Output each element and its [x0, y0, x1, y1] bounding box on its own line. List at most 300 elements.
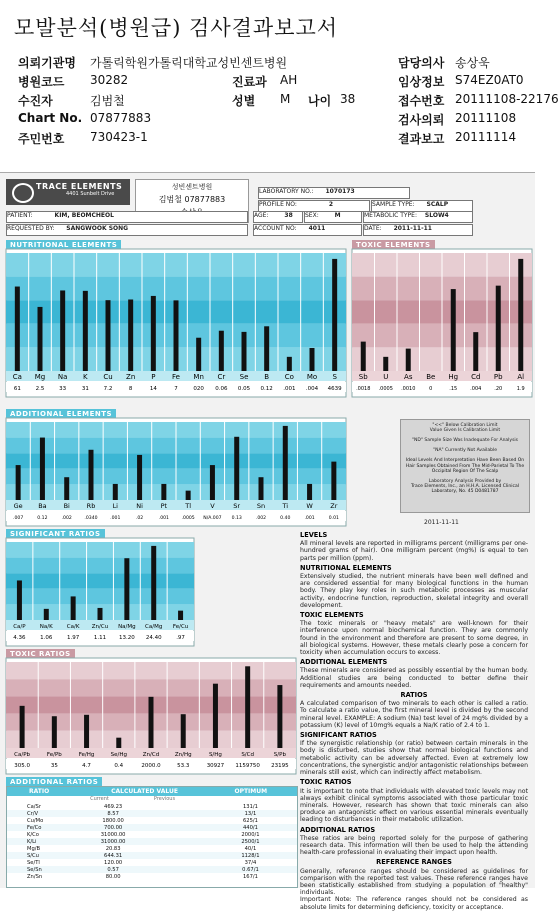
- field-label: DATE:: [364, 225, 382, 232]
- data-label: 1159750: [235, 763, 260, 769]
- data-label: 0.13: [231, 516, 242, 521]
- tick-label: Zn/Cu: [91, 624, 109, 630]
- tick-label: Pt: [160, 502, 168, 510]
- header-key: 결과보고: [398, 132, 445, 146]
- tick-label: Ca/P: [13, 624, 26, 630]
- bar: [40, 438, 45, 500]
- bar: [151, 296, 156, 371]
- ratio-optimum: 131/1: [242, 803, 258, 810]
- ratio-optimum: 2000/1: [241, 831, 260, 838]
- tick-label: Be: [426, 373, 436, 381]
- scanned-report: [0, 172, 535, 911]
- data-label: 0.12: [37, 516, 48, 521]
- header-key: 담당의사: [398, 56, 445, 70]
- data-label: .0018: [356, 386, 371, 392]
- data-label: 14: [149, 386, 157, 392]
- data-label: .001: [304, 516, 315, 521]
- header-key: 주민번호: [18, 132, 65, 146]
- bar: [20, 706, 25, 748]
- tick-label: Bi: [63, 502, 70, 510]
- field-label: AGE:: [254, 212, 269, 219]
- additional-elements-chart: [6, 418, 346, 526]
- data-label: 2.5: [35, 386, 45, 392]
- bar: [83, 291, 88, 371]
- bar: [473, 332, 478, 371]
- bar: [264, 326, 269, 371]
- bar: [219, 331, 224, 371]
- print-date: 2011-11-11: [424, 519, 459, 526]
- tick-label: Ca/Mg: [145, 624, 163, 630]
- section-header: TOXIC RATIOS: [6, 649, 75, 659]
- chart-band: [6, 542, 194, 558]
- header-value: 20111108: [455, 111, 517, 125]
- explanation-heading: LEVELS: [300, 531, 328, 539]
- bar: [181, 714, 186, 748]
- tick-label: As: [404, 373, 413, 381]
- table-row: [7, 852, 297, 859]
- explanation-body: These ratios are being reported solely for the purpose of gathering research data. This information will then be used to help the attending health-care professional in evaluating their impact upon health.: [300, 834, 528, 857]
- data-label: 61: [13, 386, 21, 392]
- ratio-ratio: Zn/Sn: [27, 873, 43, 880]
- ratio-current: 8.57: [107, 810, 119, 817]
- data-label: .002: [255, 516, 267, 521]
- tick-label: Tl: [185, 502, 192, 510]
- data-label: .001: [110, 516, 121, 521]
- header-value: AH: [280, 73, 298, 87]
- bar: [84, 715, 89, 748]
- bar: [174, 300, 179, 371]
- legend-line: Value Given Is Calibration Limit: [429, 428, 501, 433]
- bar: [383, 357, 388, 371]
- tick-label: Se/Hg: [110, 752, 127, 758]
- tick-label: S/Hg: [208, 752, 222, 758]
- tick-label: Hg: [448, 373, 459, 381]
- significant-ratios-chart: [6, 538, 194, 646]
- table-row: [7, 803, 297, 810]
- tick-label: Na/K: [39, 624, 53, 630]
- table-row: [7, 817, 297, 824]
- bar: [277, 685, 282, 748]
- tick-label: Sb: [358, 373, 368, 381]
- header-key: 나이: [308, 94, 332, 108]
- data-label: 13.20: [118, 635, 135, 641]
- bar: [406, 349, 411, 371]
- header-key: 진료과: [232, 75, 267, 89]
- tick-label: Sn: [256, 502, 266, 510]
- additional-ratios-table: [6, 786, 298, 888]
- ratio-current: 0.57: [107, 866, 119, 873]
- nutritional-elements-chart: [6, 249, 346, 397]
- tick-label: Zn/Cd: [142, 752, 160, 758]
- header-key: Chart No.: [18, 111, 83, 125]
- bar: [137, 455, 142, 500]
- ratio-current: 469.23: [104, 803, 123, 810]
- data-label: .001: [158, 516, 169, 521]
- bar: [213, 684, 218, 748]
- header-value: 20111108-22176: [455, 92, 559, 106]
- data-label: .02: [135, 516, 144, 521]
- ratio-optimum: 37/4: [244, 859, 257, 866]
- explanation-heading: SIGNIFICANT RATIOS: [300, 731, 377, 740]
- column-subheader: Previous: [153, 796, 176, 802]
- logo-text: TRACE ELEMENTS: [36, 182, 123, 191]
- tick-label: Na: [57, 373, 68, 381]
- bar: [332, 259, 337, 371]
- table-row: [7, 873, 297, 880]
- section-header: SIGNIFICANT RATIOS: [6, 529, 105, 539]
- ratio-ratio: Mg/B: [27, 845, 41, 852]
- data-label: 7.2: [103, 386, 113, 392]
- bar: [451, 289, 456, 371]
- header-value: 가톨릭학원가톨릭대학교성빈센트병원: [90, 56, 288, 70]
- explanation-heading: TOXIC ELEMENTS: [300, 611, 364, 620]
- report-title: 모발분석(병원급) 검사결과보고서: [14, 16, 339, 40]
- explanation-body: These minerals are considered as possibly essential by the human body. Additional studies are being conducted to better define their requirements and amounts needed.: [300, 667, 528, 689]
- ratio-ratio: S/Cu: [27, 852, 39, 859]
- data-label: 0.40: [280, 516, 291, 521]
- explanation-heading: ADDITIONAL ELEMENTS: [300, 658, 388, 667]
- header-key: 수진자: [18, 94, 53, 108]
- field-label: LABORATORY NO.:: [259, 188, 314, 195]
- tick-label: S/Cd: [241, 752, 255, 758]
- ratio-current: 120.00: [104, 859, 123, 866]
- bar: [64, 477, 69, 500]
- data-label: 1.06: [40, 635, 53, 641]
- legend-box: [400, 419, 530, 513]
- data-label: .15: [449, 386, 458, 392]
- sample-type: SCALP: [426, 201, 449, 208]
- data-label: 23195: [271, 763, 289, 769]
- ratio-optimum: 0.67/1: [242, 866, 259, 873]
- explanation-body: The toxic minerals or "heavy metals" are well-known for their interference upon normal biochemical function. They are commonly found in the environment and therefore are present to some degree, in all biological systems. However, these metals clearly pose a concern for toxicity when accumulation occurs to excess.: [300, 620, 528, 657]
- ratio-current: 20.83: [105, 845, 121, 852]
- header-value: 20111114: [455, 130, 517, 144]
- lab-number: 1070173: [325, 188, 355, 195]
- bar: [149, 697, 154, 748]
- bar: [38, 307, 43, 371]
- ratio-current: 80.00: [105, 873, 121, 880]
- data-label: 8: [128, 386, 133, 392]
- bar: [113, 484, 118, 500]
- tick-label: Ba: [38, 502, 47, 510]
- tick-label: Fe: [172, 373, 180, 381]
- chart-band: [6, 277, 346, 301]
- header-value: S74EZ0AT0: [455, 73, 524, 87]
- bar: [310, 348, 315, 371]
- bar: [151, 546, 156, 620]
- data-label: 53.3: [177, 763, 190, 769]
- bar: [518, 259, 523, 371]
- tick-label: Sr: [233, 502, 241, 510]
- section-header: ADDITIONAL ELEMENTS: [6, 409, 116, 419]
- bar: [16, 465, 21, 500]
- explanation-heading: TOXIC RATIOS: [300, 778, 352, 787]
- chart-band: [6, 253, 346, 277]
- tick-label: Li: [112, 502, 119, 510]
- tick-label: Mo: [306, 373, 318, 381]
- ratio-optimum: 167/1: [242, 873, 258, 880]
- data-label: .002: [61, 516, 72, 521]
- data-label: .0005: [378, 386, 393, 392]
- data-label: 2000.0: [141, 763, 161, 769]
- table-row: [7, 845, 297, 852]
- tick-label: S: [332, 373, 337, 381]
- column-header: CALCULATED VALUE: [111, 788, 178, 795]
- header-key: 임상정보: [398, 75, 445, 89]
- legend-line: Laboratory Analysis Provided by: [428, 478, 502, 484]
- explanation-heading: RATIOS: [400, 691, 428, 700]
- ratio-ratio: Ca/Sr: [27, 803, 41, 810]
- column-header: OPTIMUM: [234, 788, 268, 795]
- header-key: 성별: [232, 94, 256, 108]
- ratio-ratio: Cu/Mo: [27, 817, 44, 824]
- header-value: 김범철: [90, 94, 125, 108]
- bar: [178, 611, 183, 620]
- legend-line: Ideal Levels And Interpretation Have Been Based On Hair Samples Obtained From The Mid-Parietal To The Occipital Region Of The Scalp: [405, 458, 525, 474]
- bar: [210, 465, 215, 500]
- data-label: .0005: [181, 516, 195, 521]
- tick-label: Na/Mg: [118, 624, 136, 630]
- bar: [44, 609, 49, 620]
- bar: [307, 484, 312, 500]
- explanation-body: Extensively studied, the nutrient minerals have been well defined and are considered essential for many biological functions in the human body. They play key roles in such metabolic processes as muscular activity, endocrine function, reproduction, skeletal integrity and overall development.: [300, 573, 528, 609]
- data-label: .004: [470, 386, 482, 392]
- tick-label: K: [83, 373, 88, 381]
- section-header: NUTRITIONAL ELEMENTS: [6, 240, 121, 250]
- logo-icon: [12, 183, 34, 203]
- data-label: 4.7: [82, 763, 91, 769]
- tick-label: Ca: [12, 373, 22, 381]
- header-value: 730423-1: [90, 130, 148, 144]
- header-value: 송상욱: [455, 56, 490, 70]
- header-key: 의뢰기관명: [18, 56, 76, 70]
- data-label: 1.97: [67, 635, 80, 641]
- data-label: 35: [50, 763, 58, 769]
- logo-subtext: 4401 Sunbelt Drive: [66, 191, 115, 197]
- ratio-current: 700.00: [104, 824, 123, 831]
- explanation-body: It is important to note that individuals with elevated toxic levels may not always exhibit clinical symptoms associated with those particular toxic minerals. However, research has shown that toxic minerals can also produce an antagonistic effect on various essential minerals eventually leading to disturbances in their metabolic utilization.: [300, 787, 528, 824]
- data-label: N/A.007: [203, 516, 222, 521]
- sticker-line: 김범철 07877883: [158, 195, 226, 204]
- bar: [283, 426, 288, 500]
- toxic-elements-chart: [352, 249, 532, 397]
- field-label: SEX:: [305, 212, 319, 219]
- tick-label: S/Pb: [273, 752, 286, 758]
- tick-label: Cu: [103, 373, 113, 381]
- data-label: 1.11: [93, 635, 107, 641]
- tick-label: Ge: [13, 502, 23, 510]
- field-label: ACCOUNT NO:: [254, 225, 297, 232]
- bar: [245, 666, 250, 748]
- chart-band: [6, 558, 194, 574]
- tick-label: Mn: [193, 373, 204, 381]
- profile-number: 2: [328, 201, 334, 208]
- tick-label: P: [151, 373, 156, 381]
- section-header: ADDITIONAL RATIOS: [6, 777, 102, 787]
- tick-label: Fe/Pb: [46, 752, 62, 758]
- patient-name: KIM, BEOMCHEOL: [54, 212, 114, 219]
- ratio-current: 1800.00: [102, 817, 124, 824]
- data-label: 4.36: [13, 635, 26, 641]
- data-label: .97: [176, 635, 185, 641]
- legend-line: Trace Elements, Inc., an H.H.A. Licensed Clinical Laboratory, No. 45 D0481787: [411, 483, 519, 494]
- explanation-body: Important Note: The reference ranges should not be considered as absolute limits for determining deficiency, toxicity or acceptance.: [300, 896, 528, 911]
- ratio-current: 31000.00: [100, 831, 126, 838]
- tick-label: Ca/K: [66, 624, 80, 630]
- data-label: 24.40: [145, 635, 162, 641]
- data-label: 0.05: [237, 386, 251, 392]
- ratio-current: 31000.00: [100, 838, 126, 845]
- explanation-heading: ADDITIONAL RATIOS: [300, 825, 376, 834]
- ratio-ratio: Se/Sn: [27, 866, 42, 873]
- tick-label: Fe/Hg: [78, 752, 95, 758]
- explanation-text: [300, 529, 528, 911]
- bar: [331, 462, 336, 500]
- bar: [259, 477, 264, 500]
- field-label: REQUESTED BY:: [7, 225, 55, 232]
- header-key: 검사의뢰: [398, 113, 445, 127]
- table-row: [7, 859, 297, 866]
- ratio-optimum: 440/1: [242, 824, 258, 831]
- column-subheader: Current: [90, 796, 109, 802]
- bar: [196, 338, 201, 371]
- data-label: 0.4: [114, 763, 124, 769]
- bar: [116, 738, 121, 748]
- field-label: PROFILE NO:: [259, 201, 297, 208]
- bar: [106, 300, 111, 371]
- bar: [234, 437, 239, 500]
- bar: [496, 286, 501, 371]
- data-label: 4639: [327, 386, 342, 392]
- data-label: .20: [494, 386, 503, 392]
- bar: [71, 596, 76, 620]
- explanation-body: All mineral levels are reported in milligrams percent (milligrams per one-hundred grams of hair). One milligram percent (mg%) is equal to ten parts per million (ppm).: [300, 540, 528, 562]
- table-row: [7, 866, 297, 873]
- bar: [128, 299, 133, 371]
- field-label: METABOLIC TYPE:: [364, 212, 417, 219]
- tick-label: B: [264, 373, 270, 381]
- data-label: 0.06: [215, 386, 228, 392]
- tick-label: Mg: [34, 373, 46, 381]
- section-header: TOXIC ELEMENTS: [352, 240, 435, 250]
- tick-label: Pb: [493, 373, 503, 381]
- tick-label: Cr: [217, 373, 226, 381]
- bar: [98, 608, 103, 620]
- legend-line: "<<" Below Calibration Limit: [432, 423, 498, 428]
- ratio-ratio: K/Co: [27, 831, 39, 838]
- header-value: M: [280, 92, 291, 106]
- ratio-optimum: 40/1: [244, 845, 257, 852]
- tick-label: Se: [239, 373, 249, 381]
- data-label: 0: [429, 386, 433, 392]
- ratio-rows: [7, 803, 297, 880]
- tick-label: Zn/Hg: [174, 752, 192, 758]
- ratio-ratio: K/Li: [27, 838, 37, 845]
- tick-label: Zr: [330, 502, 338, 510]
- data-label: .001: [283, 386, 296, 392]
- data-label: 0.01: [328, 516, 339, 521]
- explanation-body: A calculated comparison of two minerals to each other is called a ratio. To calculate a ratio value, the first mineral level is divided by the second mineral level. EXAMPLE: A sodium (Na) test level of 24 mg% divided by a potassium (K) level of 10mg% equals a Na/K ratio of 2.4 to 1.: [300, 700, 528, 729]
- data-label: 305.0: [14, 763, 30, 769]
- header-value: 07877883: [90, 111, 152, 125]
- ratio-ratio: Se/Tl: [27, 859, 40, 866]
- patient-age: 38: [284, 212, 293, 219]
- ratio-optimum: 13/1: [244, 810, 257, 817]
- sticker-line: 성빈센트병원: [171, 183, 213, 191]
- data-label: .0340: [84, 516, 98, 521]
- bar: [242, 332, 247, 371]
- tick-label: V: [210, 502, 215, 510]
- bar: [361, 342, 366, 371]
- tick-label: Rb: [86, 502, 96, 510]
- bar: [287, 357, 292, 371]
- bar: [89, 450, 94, 500]
- data-label: .007: [13, 516, 24, 521]
- data-label: 31: [81, 386, 89, 392]
- header-info: [18, 54, 559, 149]
- chart-band: [6, 662, 296, 679]
- data-label: 30927: [206, 763, 225, 769]
- tick-label: Zn: [126, 373, 136, 381]
- legend-line: "ND" Sample Size Was Inadequate For Analysis: [411, 438, 519, 443]
- ratio-optimum: 625/1: [242, 817, 258, 824]
- ratio-ratio: Fe/Co: [27, 824, 42, 831]
- chart-band: [6, 573, 194, 589]
- data-label: 33: [59, 386, 67, 392]
- data-label: 0.12: [260, 386, 273, 392]
- tick-label: Cd: [471, 373, 481, 381]
- data-label: 7: [174, 386, 178, 392]
- toxic-ratios-chart: [6, 658, 296, 774]
- field-label: PATIENT:: [7, 212, 33, 219]
- explanation-body: If the synergistic relationship (or ratio) between certain minerals in the body is disturbed, studies show that normal biological functions and metabolic activity can be adversely affected. Even at extremely low concentrations, the synergistic and/or antagonistic relationships between minerals still exist, which can indirectly affect metabolism.: [300, 740, 528, 777]
- tick-label: Ca/Pb: [14, 752, 31, 758]
- requested-by: SANGWOOK SONG: [66, 225, 129, 232]
- bar: [124, 558, 129, 620]
- report-date: 2011-11-11: [393, 225, 432, 232]
- explanation-heading: NUTRITIONAL ELEMENTS: [300, 563, 392, 572]
- chart-band: [6, 679, 296, 696]
- data-label: .004: [305, 386, 319, 392]
- column-header: RATIO: [29, 788, 50, 795]
- ratio-optimum: 2500/1: [241, 838, 260, 845]
- tick-label: Ni: [136, 502, 143, 510]
- explanation-heading: REFERENCE RANGES: [376, 858, 452, 867]
- explanation-body: Generally, reference ranges should be considered as guidelines for comparison with the reported test values. These reference ranges have been statistically established from studying a population of "healthy" individuals.: [300, 867, 528, 897]
- ratio-ratio: Cr/V: [27, 810, 39, 817]
- bar: [186, 491, 191, 500]
- table-row: [7, 831, 297, 838]
- bar: [60, 290, 65, 371]
- account-number: 4011: [308, 225, 326, 232]
- patient-sex: M: [334, 212, 341, 219]
- tick-label: Ti: [282, 502, 289, 510]
- ratio-optimum: 1128/1: [241, 852, 260, 859]
- header-key: 병원코드: [18, 75, 65, 89]
- bar: [17, 580, 22, 620]
- header-value: 30282: [90, 73, 129, 87]
- metabolic-type: SLOW4: [424, 212, 449, 219]
- legend-line: "NA" Currently Not Available: [433, 448, 497, 453]
- bar: [52, 716, 57, 748]
- field-label: SAMPLE TYPE:: [372, 201, 415, 208]
- header-key: 접수번호: [398, 94, 445, 108]
- tick-label: W: [306, 502, 313, 510]
- tick-label: U: [383, 373, 389, 381]
- ratio-current: 644.31: [104, 852, 123, 859]
- header-value: 38: [340, 92, 356, 106]
- tick-label: Co: [284, 373, 294, 381]
